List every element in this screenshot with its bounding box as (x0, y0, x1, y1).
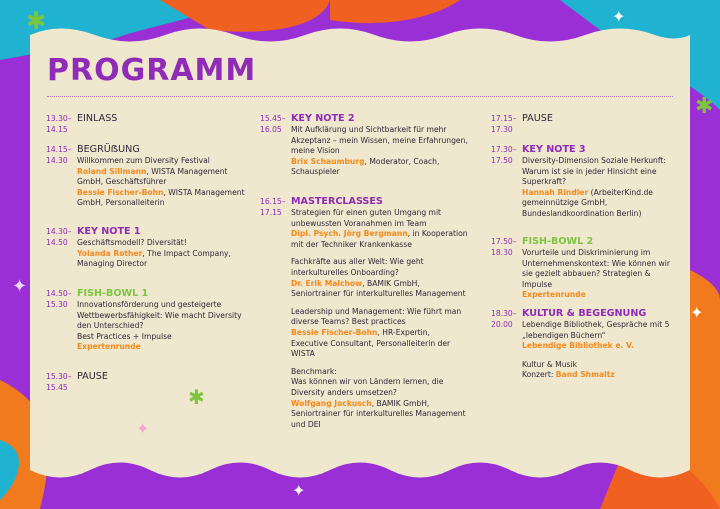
speaker-role: , WISTA Management GmbH, Personalleiterin (77, 187, 245, 208)
divider (47, 96, 673, 97)
speaker-name: Hannah Rindler (522, 187, 589, 197)
band-name: Band Shmaltz (555, 370, 615, 380)
entry-desc: Lebendige Bibliothek, Gespräche mit 5 „lebendigen Büchern“ (522, 320, 670, 340)
masterclass-topic: Fachkräfte aus aller Welt: Wie geht interkulturelles Onboarding? (291, 257, 424, 277)
masterclass-item (291, 208, 469, 250)
speaker-role: (ArbeiterKind.de gemeinnützige GmbH, Bundeslandkoordination Berlin) (522, 187, 653, 218)
speaker-role: , Moderator, Coach, Schauspieler (291, 156, 440, 177)
speaker-name: Wolfgang Jockusch (291, 398, 372, 408)
entry-title: EINLASS (77, 113, 118, 124)
svg-text:✦: ✦ (136, 419, 150, 438)
entry-time: 17.15– 17.30 (491, 114, 517, 134)
entry-time: 13.30– 14.15 (46, 114, 72, 134)
entry-time: 14.50– 15.30 (46, 289, 72, 309)
page-title: PROGRAMM (47, 53, 257, 88)
svg-text:✱: ✱ (26, 7, 47, 35)
speaker-name: Expertenrunde (522, 290, 586, 300)
masterclass-topic: Benchmark: Was können wir von Ländern lernen, die Diversity anders umsetzen? (291, 366, 444, 397)
svg-text:✦: ✦ (12, 276, 28, 297)
masterclass-item (291, 257, 469, 299)
svg-text:✦: ✦ (690, 303, 704, 322)
entry-desc: Geschäftsmodell? Diversität! (77, 238, 187, 247)
speaker-name: Expertenrunde (77, 342, 141, 352)
speaker-role: , BAMIK GmbH, Seniortrainer für interkulturelles Management und DEI (291, 398, 466, 429)
entry-title: KULTUR & BEGEGNUNG (522, 308, 647, 319)
masterclass-topic: Leadership und Management: Wie führt man diverse Teams? Best practices (291, 306, 462, 327)
speaker-role: , The Impact Company, Managing Director (77, 248, 231, 269)
masterclass-topic: Strategien für einen guten Umgang mit unbewussten Voranahmen im Team (291, 208, 442, 228)
entry-title: KEY NOTE 2 (291, 113, 355, 124)
speaker-name: Brix Schaumburg (291, 156, 365, 166)
entry-desc: Innovationsförderung und gesteigerte Wettbewerbsfähigkeit: Wie macht Diversity den Unterschied? (77, 300, 242, 331)
entry-note: Best Practices + Impulse (77, 331, 172, 341)
concert-label: Konzert: (522, 370, 556, 380)
masterclass-item (291, 367, 469, 431)
entry-time: 17.30– 17.50 (491, 145, 517, 165)
entry-time: 14.30– 14.50 (46, 227, 72, 247)
speaker-name: Lebendige Bibliothek e. V. (522, 341, 634, 351)
entry-time: 18.30– 20.00 (491, 309, 517, 329)
entry-title: PAUSE (77, 371, 108, 382)
speaker-role: , WISTA Management GmbH, Geschäftsführer (77, 166, 228, 187)
entry-time: 15.30– 15.45 (46, 372, 72, 392)
entry-desc: Willkommen zum Diversity Festival (77, 156, 210, 165)
speaker-name: Yolanda Rother (77, 248, 143, 258)
speaker-role: , HR-Expertin, Executive Consultant, Personalleiterin der WISTA (291, 327, 451, 359)
svg-text:✦: ✦ (612, 7, 626, 26)
entry-title: KEY NOTE 1 (77, 226, 141, 237)
entry-title: BEGRÜẞUNG (77, 144, 140, 155)
entry-desc: Vorurteile und Diskriminierung im Unternehmenskontext: Wie können wir sie gezielt abbauen? Strategien & Impulse (522, 248, 670, 289)
entry-title: FISH-BOWL 1 (77, 288, 149, 299)
svg-text:✦: ✦ (292, 481, 306, 500)
speaker-name: Dr. Erik Malchow (291, 278, 363, 288)
entry-time: 14.15– 14.30 (46, 145, 72, 165)
entry-time: 16.15– 17.15 (260, 197, 286, 217)
entry-desc: Diversity-Dimension Soziale Herkunft: Warum ist sie in jeder Hinsicht eine Superkraft? (522, 156, 666, 187)
entry-desc-2: Kultur & Musik (522, 359, 578, 369)
speaker-name: Bessie Fischer-Bohn (77, 187, 164, 197)
speaker-role: , in Kooperation mit der Techniker Krankenkasse (291, 229, 468, 249)
masterclass-item (291, 307, 469, 360)
speaker-name: Dipl. Psych. Jörg Bergmann (291, 229, 408, 239)
entry-title: PAUSE (522, 113, 553, 124)
entry-time: 15.45– 16.05 (260, 114, 286, 134)
svg-text:✱: ✱ (188, 385, 205, 409)
entry-title: MASTERCLASSES (291, 196, 383, 207)
speaker-role: , BAMIK GmbH, Seniortrainer für interkulturelles Management (291, 278, 466, 299)
svg-text:✱: ✱ (695, 94, 714, 119)
speaker-name: Bessie Fischer-Bohn (291, 327, 378, 337)
speaker-name: Roland Sillmann (77, 166, 147, 176)
entry-title: KEY NOTE 3 (522, 144, 586, 155)
entry-time: 17.50– 18.30 (491, 237, 517, 257)
entry-title: FISH-BOWL 2 (522, 236, 594, 247)
entry-desc: Mit Aufklärung und Sichtbarkeit für mehr Akzeptanz – mein Wissen, meine Erfahrungen, meine Vision (291, 125, 468, 156)
